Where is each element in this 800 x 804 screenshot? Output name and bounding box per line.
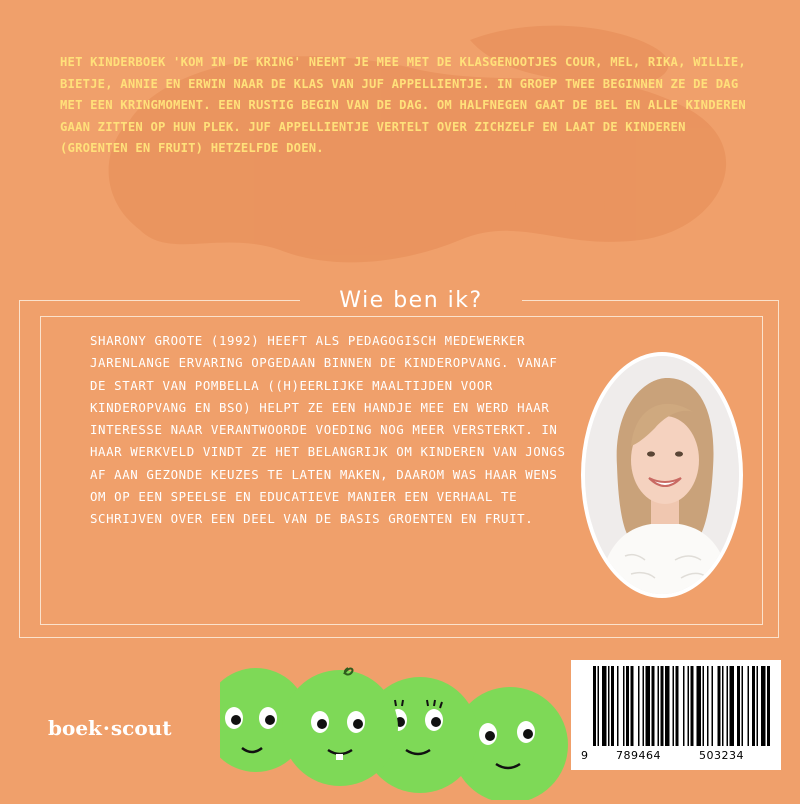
barcode-bar <box>673 666 675 746</box>
author-photo <box>581 352 743 598</box>
barcode-bar <box>602 666 607 746</box>
logo-part-boek: boek <box>48 716 102 740</box>
barcode-group-left: 789464 <box>616 749 661 762</box>
barcode-bar <box>617 666 619 746</box>
intro-paragraph: HET KINDERBOEK 'KOM IN DE KRING' NEEMT JE MEE MET DE KLASGENOOTJES COUR, MEL, RIKA, WILLIE, BIETJE, ANNIE EN ERWIN NAAR DE KLAS VAN JUF APPELLIENTJE. IN GROEP TWEE BEGINNEN ZE DE DAG MET EEN KRINGMOMENT. EEN RUSTIG BEGIN VAN DE DAG. OM HALFNEGEN GAAT DE BEL EN ALLE KINDEREN GAAN ZITTEN OP HUN PLEK. JUF APPELLIENTJE VERTELT OVER ZICHZELF EN LAAT DE KINDEREN (GROENTEN EN FRUIT) HETZELFDE DOEN. <box>60 55 746 155</box>
about-heading: Wie ben ik? <box>339 288 483 313</box>
author-bio: SHARONY GROOTE (1992) HEEFT ALS PEDAGOGISCH MEDEWERKER JARENLANGE ERVARING OPGEDAAN BINNEN DE KINDEROPVANG. VANAF DE START VAN POMBELLA ((H)EERLIJKE MAALTIJDEN VOOR KINDEROPVANG EN BSO) HELPT ZE EEN HANDJE MEE EN WERD HAAR INTERESSE NAAR VERANTWOORDE VOEDING NOG MEER VERSTERKT. IN HAAR WERKVELD VINDT ZE HET BELANGRIJK OM KINDEREN VAN JONGS AF AAN GEZONDE KEUZES TE LATEN MAKEN, DAAROM WAS HAAR WENS OM OP EEN SPEELSE EN EDUCATIEVE MANIER EEN VERHAAL TE SCHRIJVEN OVER EEN DEEL VAN DE BASIS GROENTEN EN FRUIT. <box>90 333 566 527</box>
barcode-bar <box>652 666 655 746</box>
barcode-bar <box>761 666 766 746</box>
barcode-bar <box>697 666 702 746</box>
logo-part-scout: scout <box>110 716 172 740</box>
barcode-bar <box>593 666 596 746</box>
barcode-bar <box>757 666 759 746</box>
barcode-bar <box>730 666 735 746</box>
barcode-bar <box>752 666 755 746</box>
barcode-bar <box>737 666 740 746</box>
barcode-bar <box>767 666 770 746</box>
barcode-bar <box>748 666 750 746</box>
barcode-bar <box>608 666 610 746</box>
barcode-bar <box>611 666 614 746</box>
barcode-bar <box>643 666 645 746</box>
isbn-barcode <box>571 660 781 770</box>
barcode-bar <box>712 666 714 746</box>
barcode-bar <box>707 666 709 746</box>
barcode-bar <box>638 666 640 746</box>
logo-separator: · <box>102 716 110 740</box>
barcode-bar <box>703 666 705 746</box>
publisher-logo <box>48 714 171 742</box>
barcode-bar <box>631 666 634 746</box>
barcode-bar <box>718 666 721 746</box>
barcode-bar <box>665 666 670 746</box>
barcode-number <box>571 749 781 767</box>
barcode-bar <box>688 666 690 746</box>
barcode-bar <box>661 666 664 746</box>
barcode-bar <box>691 666 694 746</box>
barcode-group-right: 503234 <box>699 749 744 762</box>
barcode-bar <box>623 666 625 746</box>
pea-characters <box>220 660 580 800</box>
barcode-bar <box>658 666 660 746</box>
barcode-first-digit: 9 <box>581 749 588 762</box>
barcode-bars <box>571 660 781 748</box>
barcode-bar <box>676 666 679 746</box>
barcode-bar <box>598 666 600 746</box>
barcode-bar <box>646 666 651 746</box>
barcode-bar <box>727 666 729 746</box>
barcode-bar <box>683 666 685 746</box>
barcode-bar <box>742 666 744 746</box>
barcode-bar <box>626 666 629 746</box>
barcode-bar <box>722 666 724 746</box>
